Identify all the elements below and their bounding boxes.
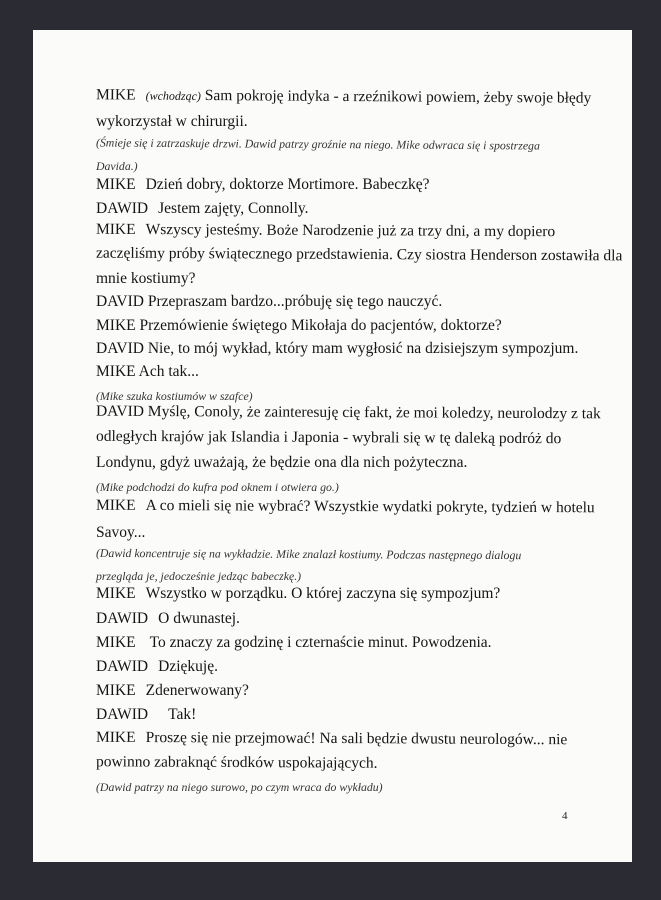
script-line xyxy=(96,293,442,311)
line-text: Przepraszam bardzo...próbuję się tego nauczyć. xyxy=(147,293,443,310)
speaker-name: MIKE xyxy=(96,682,136,699)
speaker-name: MIKE xyxy=(96,363,136,380)
speaker-name: DAVID xyxy=(96,293,144,310)
speaker-name: MIKE xyxy=(96,176,136,193)
line-text: A co mieli się nie wybrać? Wszystkie wydatki pokryte, tydzień w hotelu xyxy=(145,496,595,517)
line-text: Tak! xyxy=(168,706,197,723)
line-text: mnie kostiumy? xyxy=(96,270,196,287)
speaker-name: MIKE xyxy=(96,317,136,334)
speaker-name: DAVID xyxy=(96,340,144,357)
line-text: odległych krajów jak Islandia i Japonia - wybrali się w tę daleką podróż do xyxy=(95,427,562,448)
script-line xyxy=(96,682,249,700)
script-line xyxy=(96,113,248,131)
speaker-name: MIKE xyxy=(95,86,136,104)
script-line xyxy=(96,245,622,266)
line-text: O dwunastej. xyxy=(158,610,240,627)
speaker-name: DAWID xyxy=(96,706,149,723)
script-page xyxy=(33,30,632,862)
stage-direction: (Dawid patrzy na niego surowo, po czym wraca do wykładu) xyxy=(96,780,383,794)
speaker-name: MIKE xyxy=(96,634,136,651)
line-text: powinno zabraknąć środków uspokajających. xyxy=(95,753,378,772)
stage-direction: (Mike szuka kostiumów w szafce) xyxy=(96,389,253,403)
line-text: Myślę, Conoly, że zainteresuję cię fakt, że moi koledzy, neurolodzy z tak xyxy=(147,402,601,423)
script-line xyxy=(96,200,309,218)
script-line xyxy=(96,706,196,724)
script-line xyxy=(96,658,218,676)
line-text: Dziękuję. xyxy=(158,658,218,675)
line-text: Sam pokroję indyka - a rzeźnikowi powiem, żeby swoje błędy xyxy=(204,87,592,107)
stage-direction: przegląda je, jedocześnie jedząc babeczkę.) xyxy=(96,569,302,583)
script-line xyxy=(96,428,561,448)
script-line xyxy=(96,524,145,542)
speaker-name: DAWID xyxy=(96,610,149,627)
stage-direction: (Mike podchodzi do kufra pod oknem i otwiera go.) xyxy=(96,480,339,494)
script-line xyxy=(96,363,199,381)
script-line xyxy=(96,753,378,772)
script-line xyxy=(96,317,502,335)
line-text: Jestem zajęty, Connolly. xyxy=(158,200,309,217)
line-text: Zdenerwowany? xyxy=(145,682,249,699)
script-line xyxy=(96,340,578,358)
line-text: Ach tak... xyxy=(138,363,199,380)
stage-direction: (Śmieje się i zatrzaskuje drzwi. Dawid patrzy groźnie na niego. Mike odwraca się i spostrzega xyxy=(95,135,540,153)
line-text: Dzień dobry, doktorze Mortimore. Babeczkę? xyxy=(145,176,430,193)
script-line xyxy=(96,86,591,107)
line-text: Proszę się nie przejmować! Na sali będzie dwustu neurologów... nie xyxy=(145,729,568,749)
speaker-name: MIKE xyxy=(95,728,136,746)
stage-direction: (wchodząc) xyxy=(145,88,201,104)
script-line xyxy=(96,403,601,424)
script-line xyxy=(96,610,240,628)
line-text: To znaczy za godzinę i czternaście minut. Powodzenia. xyxy=(149,634,492,651)
script-line xyxy=(96,585,500,603)
speaker-name: DAWID xyxy=(96,658,149,675)
script-line xyxy=(96,176,430,194)
script-line xyxy=(96,270,195,288)
speaker-name: DAWID xyxy=(96,200,149,217)
line-text: Londynu, gdyż uważają, że będzie ona dla nich pożyteczna. xyxy=(96,454,468,471)
stage-direction: Davida.) xyxy=(96,159,138,173)
script-line xyxy=(96,454,467,472)
page-number: 4 xyxy=(562,810,568,822)
stage-direction: (Dawid koncentruje się na wykładzie. Mike znalazł kostiumy. Podczas następnego dialogu xyxy=(95,545,522,563)
line-text: Nie, to mój wykład, który mam wygłosić na dzisiejszym sympozjum. xyxy=(147,340,579,357)
script-line xyxy=(96,497,595,518)
line-text: zaczęliśmy próby świątecznego przedstawienia. Czy siostra Henderson zostawiła dla xyxy=(95,244,623,265)
line-text: Wszystko w porządku. O której zaczyna się sympozjum? xyxy=(145,585,501,602)
line-text: Wszyscy jesteśmy. Boże Narodzenie już za trzy dni, a my dopiero xyxy=(145,221,556,241)
line-text: wykorzystał w chirurgii. xyxy=(96,113,248,130)
speaker-name: MIKE xyxy=(95,220,136,239)
line-text: Przemówienie świętego Mikołaja do pacjentów, doktorze? xyxy=(139,317,502,334)
speaker-name: DAVID xyxy=(95,402,145,420)
script-line xyxy=(96,634,492,652)
script-line xyxy=(96,729,567,749)
line-text: Savoy... xyxy=(96,524,146,541)
speaker-name: MIKE xyxy=(95,496,136,514)
speaker-name: MIKE xyxy=(96,585,136,602)
script-line xyxy=(96,221,555,241)
